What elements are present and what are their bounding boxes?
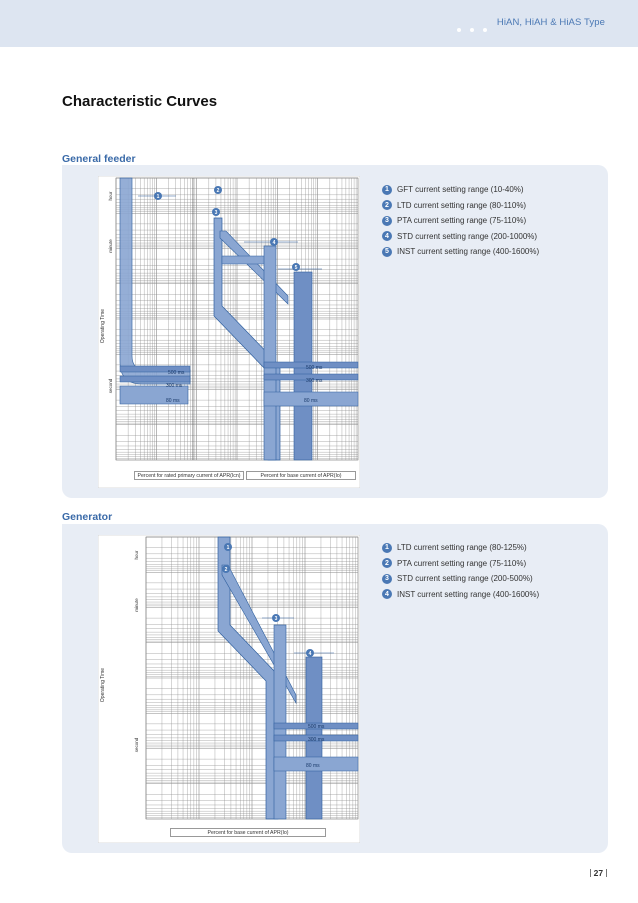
legend-text: INST current setting range (400-1600%) — [397, 589, 540, 599]
x-caption-rated-primary: Percent for rated primary current of APR(Icn) — [134, 471, 244, 480]
legend-text: STD current setting range (200-500%) — [397, 574, 533, 584]
svg-text:1: 1 — [156, 194, 160, 200]
legend-number-badge: 3 — [382, 216, 392, 226]
y-group-minute: minute — [134, 598, 139, 612]
decorative-dots — [457, 19, 496, 37]
time-label-500ms-left: 500 ms — [168, 370, 185, 376]
curve-diagram-generator — [98, 535, 360, 843]
svg-text:3: 3 — [214, 210, 218, 216]
legend-item — [382, 182, 539, 198]
legend-text: INST current setting range (400-1600%) — [397, 247, 540, 257]
y-group-hour: hour — [134, 550, 139, 560]
legend-number-badge: 5 — [382, 247, 392, 257]
legend-number-badge: 2 — [382, 558, 392, 568]
section-title-generator: Generator — [62, 511, 113, 523]
x-caption-base-current: Percent for base current of APR(Io) — [246, 471, 356, 480]
legend-item — [382, 556, 539, 572]
page-title: Characteristic Curves — [62, 93, 218, 110]
legend-text: LTD current setting range (80-110%) — [397, 200, 527, 210]
legend-text: GFT current setting range (10-40%) — [397, 185, 524, 195]
brand-label: HiAN, HiAH & HiAS Type — [496, 17, 605, 28]
legend-number-badge: 3 — [382, 574, 392, 584]
panel-generator — [62, 524, 608, 853]
section-title-general-feeder: General feeder — [62, 153, 136, 165]
legend-item — [382, 213, 539, 229]
x-caption-base-current: Percent for base current of APR(Io) — [170, 828, 326, 837]
y-group-hour: hour — [108, 191, 113, 201]
svg-text:2: 2 — [216, 188, 220, 194]
panel-general-feeder — [62, 165, 608, 498]
legend-number-badge: 2 — [382, 200, 392, 210]
legend-item — [382, 244, 539, 260]
time-label-80ms-right: 80 ms — [304, 398, 318, 404]
legend-text: PTA current setting range (75-110%) — [397, 216, 527, 226]
legend-text: LTD current setting range (80-125%) — [397, 543, 527, 553]
legend-item — [382, 571, 539, 587]
legend-text: STD current setting range (200-1000%) — [397, 231, 538, 241]
svg-text:4: 4 — [308, 651, 312, 657]
y-group-minute: minute — [108, 239, 113, 253]
time-label-80ms-left: 80 ms — [166, 398, 180, 404]
legend-item — [382, 540, 539, 556]
svg-text:2: 2 — [224, 567, 228, 573]
legend-number-badge: 1 — [382, 543, 392, 553]
legend-item — [382, 587, 539, 603]
legend-item — [382, 198, 539, 214]
time-label-300ms-right: 300 ms — [306, 378, 323, 384]
curve-diagram-general-feeder — [98, 176, 360, 488]
chart-generator — [98, 535, 360, 843]
legend-number-badge: 4 — [382, 589, 392, 599]
legend-text: PTA current setting range (75-110%) — [397, 558, 527, 568]
time-label-80ms: 80 ms — [306, 763, 320, 769]
y-axis-title: Operating Time — [100, 667, 106, 703]
svg-text:3: 3 — [274, 616, 278, 622]
time-label-300ms-left: 300 ms — [166, 383, 183, 389]
y-group-second: second — [134, 737, 139, 753]
legend-general-feeder — [382, 182, 539, 260]
y-axis-title: Operating Time — [100, 308, 106, 344]
svg-text:1: 1 — [226, 545, 230, 551]
legend-item — [382, 229, 539, 245]
legend-generator — [382, 540, 539, 602]
y-group-second: second — [108, 378, 113, 394]
page-header-bar — [0, 0, 638, 47]
time-label-500ms: 500 ms — [308, 724, 325, 730]
time-label-300ms: 300 ms — [308, 737, 325, 743]
chart-general-feeder — [98, 176, 360, 488]
svg-text:5: 5 — [294, 265, 298, 271]
legend-number-badge: 4 — [382, 231, 392, 241]
time-label-500ms-right: 500 ms — [306, 365, 323, 371]
page-number: 27 — [587, 868, 610, 878]
legend-number-badge: 1 — [382, 185, 392, 195]
svg-text:4: 4 — [272, 240, 276, 246]
